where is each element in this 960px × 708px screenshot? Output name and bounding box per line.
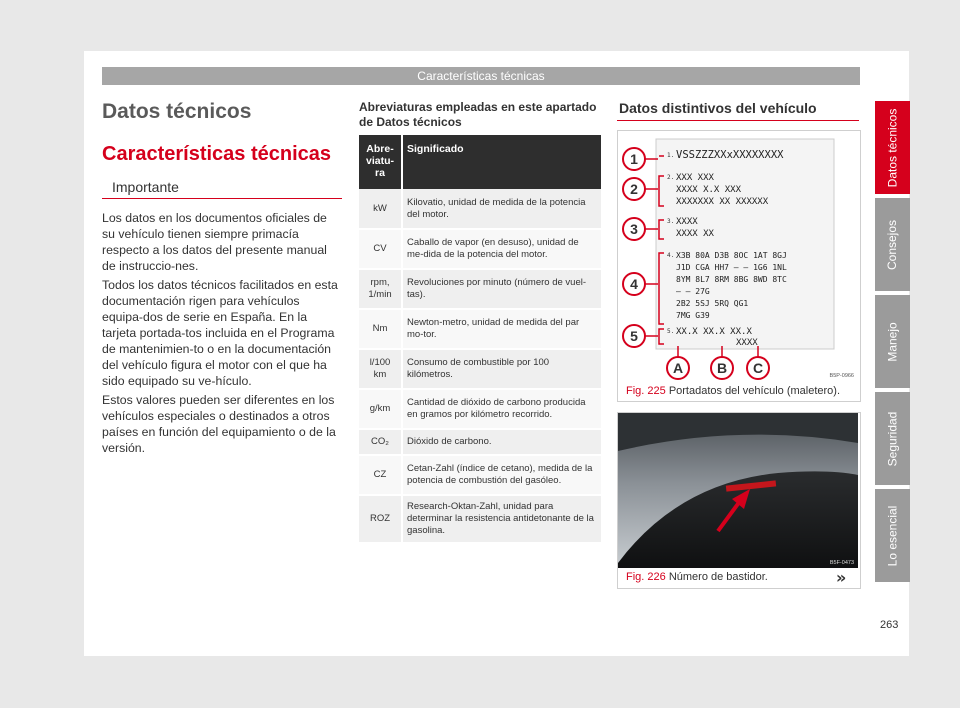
table-row [359,349,601,389]
figure-caption-text: Portadatos del vehículo (maletero). [668,385,841,397]
figure-code: B5P-0966 [829,373,854,379]
subsection-title: Importante [112,179,179,195]
figure-caption [626,571,768,583]
svg-text:4: 4 [630,276,638,292]
cell-meaning: Newton-metro, unidad de medida del par mo-tor. [402,309,601,349]
column-header-abbreviation: Abre-viatu-ra [359,135,402,189]
cell-abbreviation: CZ [359,455,402,495]
svg-text:3.: 3. [667,218,675,225]
svg-text:2: 2 [630,181,638,197]
svg-text:1: 1 [630,151,638,167]
svg-text:5.: 5. [667,328,675,335]
cell-abbreviation: CV [359,229,402,269]
section-divider [617,120,859,121]
svg-text:5: 5 [630,328,638,344]
continue-arrow-icon: » [836,568,847,587]
tab-manejo[interactable]: Manejo [875,295,910,388]
cell-abbreviation: rpm, 1/min [359,269,402,309]
table-row [359,269,601,309]
svg-text:C: C [752,360,764,376]
paragraph: Estos valores pueden ser diferentes en los vehículos especiales o destinados a otros países en función del equipamiento o de la versión. [102,393,336,455]
running-header: Características técnicas [102,67,860,85]
svg-text:3: 3 [630,221,638,237]
section-title-vehicle: Datos distintivos del vehículo [619,100,817,116]
svg-text:XXXX: XXXX [736,338,758,348]
cell-meaning: Dióxido de carbono. [402,429,601,455]
tab-lo-esencial[interactable]: Lo esencial [875,489,910,582]
cell-meaning: Cantidad de dióxido de carbono producida en gramos por kilómetro recorrido. [402,389,601,429]
data-plate-illustration [618,131,858,381]
svg-text:7MG G39: 7MG G39 [676,311,710,320]
cell-abbreviation: l/100 km [359,349,402,389]
svg-text:VSSZZZXXxXXXXXXXX: VSSZZZXXxXXXXXXXX [676,149,784,161]
page-number: 263 [880,619,899,631]
cell-abbreviation: g/km [359,389,402,429]
figure-number: Fig. 225 [626,385,666,397]
svg-text:1.: 1. [667,152,675,159]
chapter-title: Datos técnicos [102,100,252,123]
paragraph: Los datos en los documentos oficiales de su vehículo tienen siempre primacía respecto a los datos del presente manual de instruccio-nes. [102,211,327,273]
abbreviations-column [359,100,601,536]
table-row [359,455,601,495]
svg-text:– – 27G: – – 27G [676,287,710,296]
callout-1-marker [623,148,645,170]
cell-abbreviation: Nm [359,309,402,349]
cell-meaning: Consumo de combustible por 100 kilómetros. [402,349,601,389]
svg-text:8YM 8L7 8RM 8BG 8WD 8TC: 8YM 8L7 8RM 8BG 8WD 8TC [676,275,787,284]
table-row [359,429,601,455]
tab-datos-tecnicos[interactable]: Datos técnicos [875,101,910,194]
callout-2-marker [623,178,645,200]
windshield-photo [618,413,858,568]
table-row [359,189,601,229]
svg-text:XXXX XX: XXXX XX [676,229,714,239]
svg-text:XXX XXX: XXX XXX [676,173,714,183]
table-row [359,389,601,429]
svg-text:XXXX X.X XXX: XXXX X.X XXX [676,185,742,195]
table-header-row [359,135,601,189]
section-divider [102,198,342,199]
cell-meaning: Kilovatio, unidad de medida de la potencia del motor. [402,189,601,229]
column-header-meaning: Significado [402,135,601,189]
cell-meaning: Caballo de vapor (en desuso), unidad de me-dida de la potencia del motor. [402,229,601,269]
callout-a-marker [667,357,689,379]
figure-225 [617,130,861,402]
svg-text:XXXXXXX XX XXXXXX: XXXXXXX XX XXXXXX [676,197,769,207]
callout-3-marker [623,218,645,240]
svg-text:A: A [672,360,684,376]
tab-consejos[interactable]: Consejos [875,198,910,291]
svg-text:4.: 4. [667,252,675,259]
svg-text:J1D CGA HH7 – – 1G6 1NL: J1D CGA HH7 – – 1G6 1NL [676,263,787,272]
cell-abbreviation: CO₂ [359,429,402,455]
svg-text:XX.X XX.X XX.X: XX.X XX.X XX.X [676,327,752,337]
intro-text [102,210,342,459]
cell-abbreviation: ROZ [359,495,402,543]
table-title: Abreviaturas empleadas en este apartado de Datos técnicos [359,100,597,129]
tab-seguridad[interactable]: Seguridad [875,392,910,485]
table-row [359,309,601,349]
table-row [359,495,601,543]
cell-meaning: Revoluciones por minuto (número de vuel-tas). [402,269,601,309]
callout-b-marker [711,357,733,379]
figure-caption [626,385,840,397]
abbreviations-table [359,135,601,544]
svg-text:B: B [716,360,728,376]
callout-5-marker [623,325,645,347]
svg-text:XXXX: XXXX [676,217,698,227]
figure-caption-text: Número de bastidor. [668,571,768,583]
figure-number: Fig. 226 [626,571,666,583]
svg-text:2.: 2. [667,174,675,181]
figure-code: B5F-0473 [829,560,854,566]
cell-meaning: Cetan-Zahl (índice de cetano), medida de la potencia de combustión del gasóleo. [402,455,601,495]
callout-4-marker [623,273,645,295]
figure-226 [617,412,861,589]
cell-abbreviation: kW [359,189,402,229]
svg-text:X3B 80A D3B 8OC 1AT 8GJ: X3B 80A D3B 8OC 1AT 8GJ [676,251,787,260]
cell-meaning: Research-Oktan-Zahl, unidad para determinar la resistencia antidetonante de la gasolina. [402,495,601,543]
svg-text:2B2 5SJ 5RQ QG1: 2B2 5SJ 5RQ QG1 [676,299,749,308]
table-row [359,229,601,269]
callout-c-marker [747,357,769,379]
paragraph: Todos los datos técnicos facilitados en esta documentación rigen para vehículos equipa-dos de serie en España. En la tarjeta portada-tos incluida en el Programa de mantenimien-to o en la documentación del vehículo figura el motor con el que ha sido equipado su ve-hículo. [102,278,338,388]
section-title: Características técnicas [102,143,332,165]
